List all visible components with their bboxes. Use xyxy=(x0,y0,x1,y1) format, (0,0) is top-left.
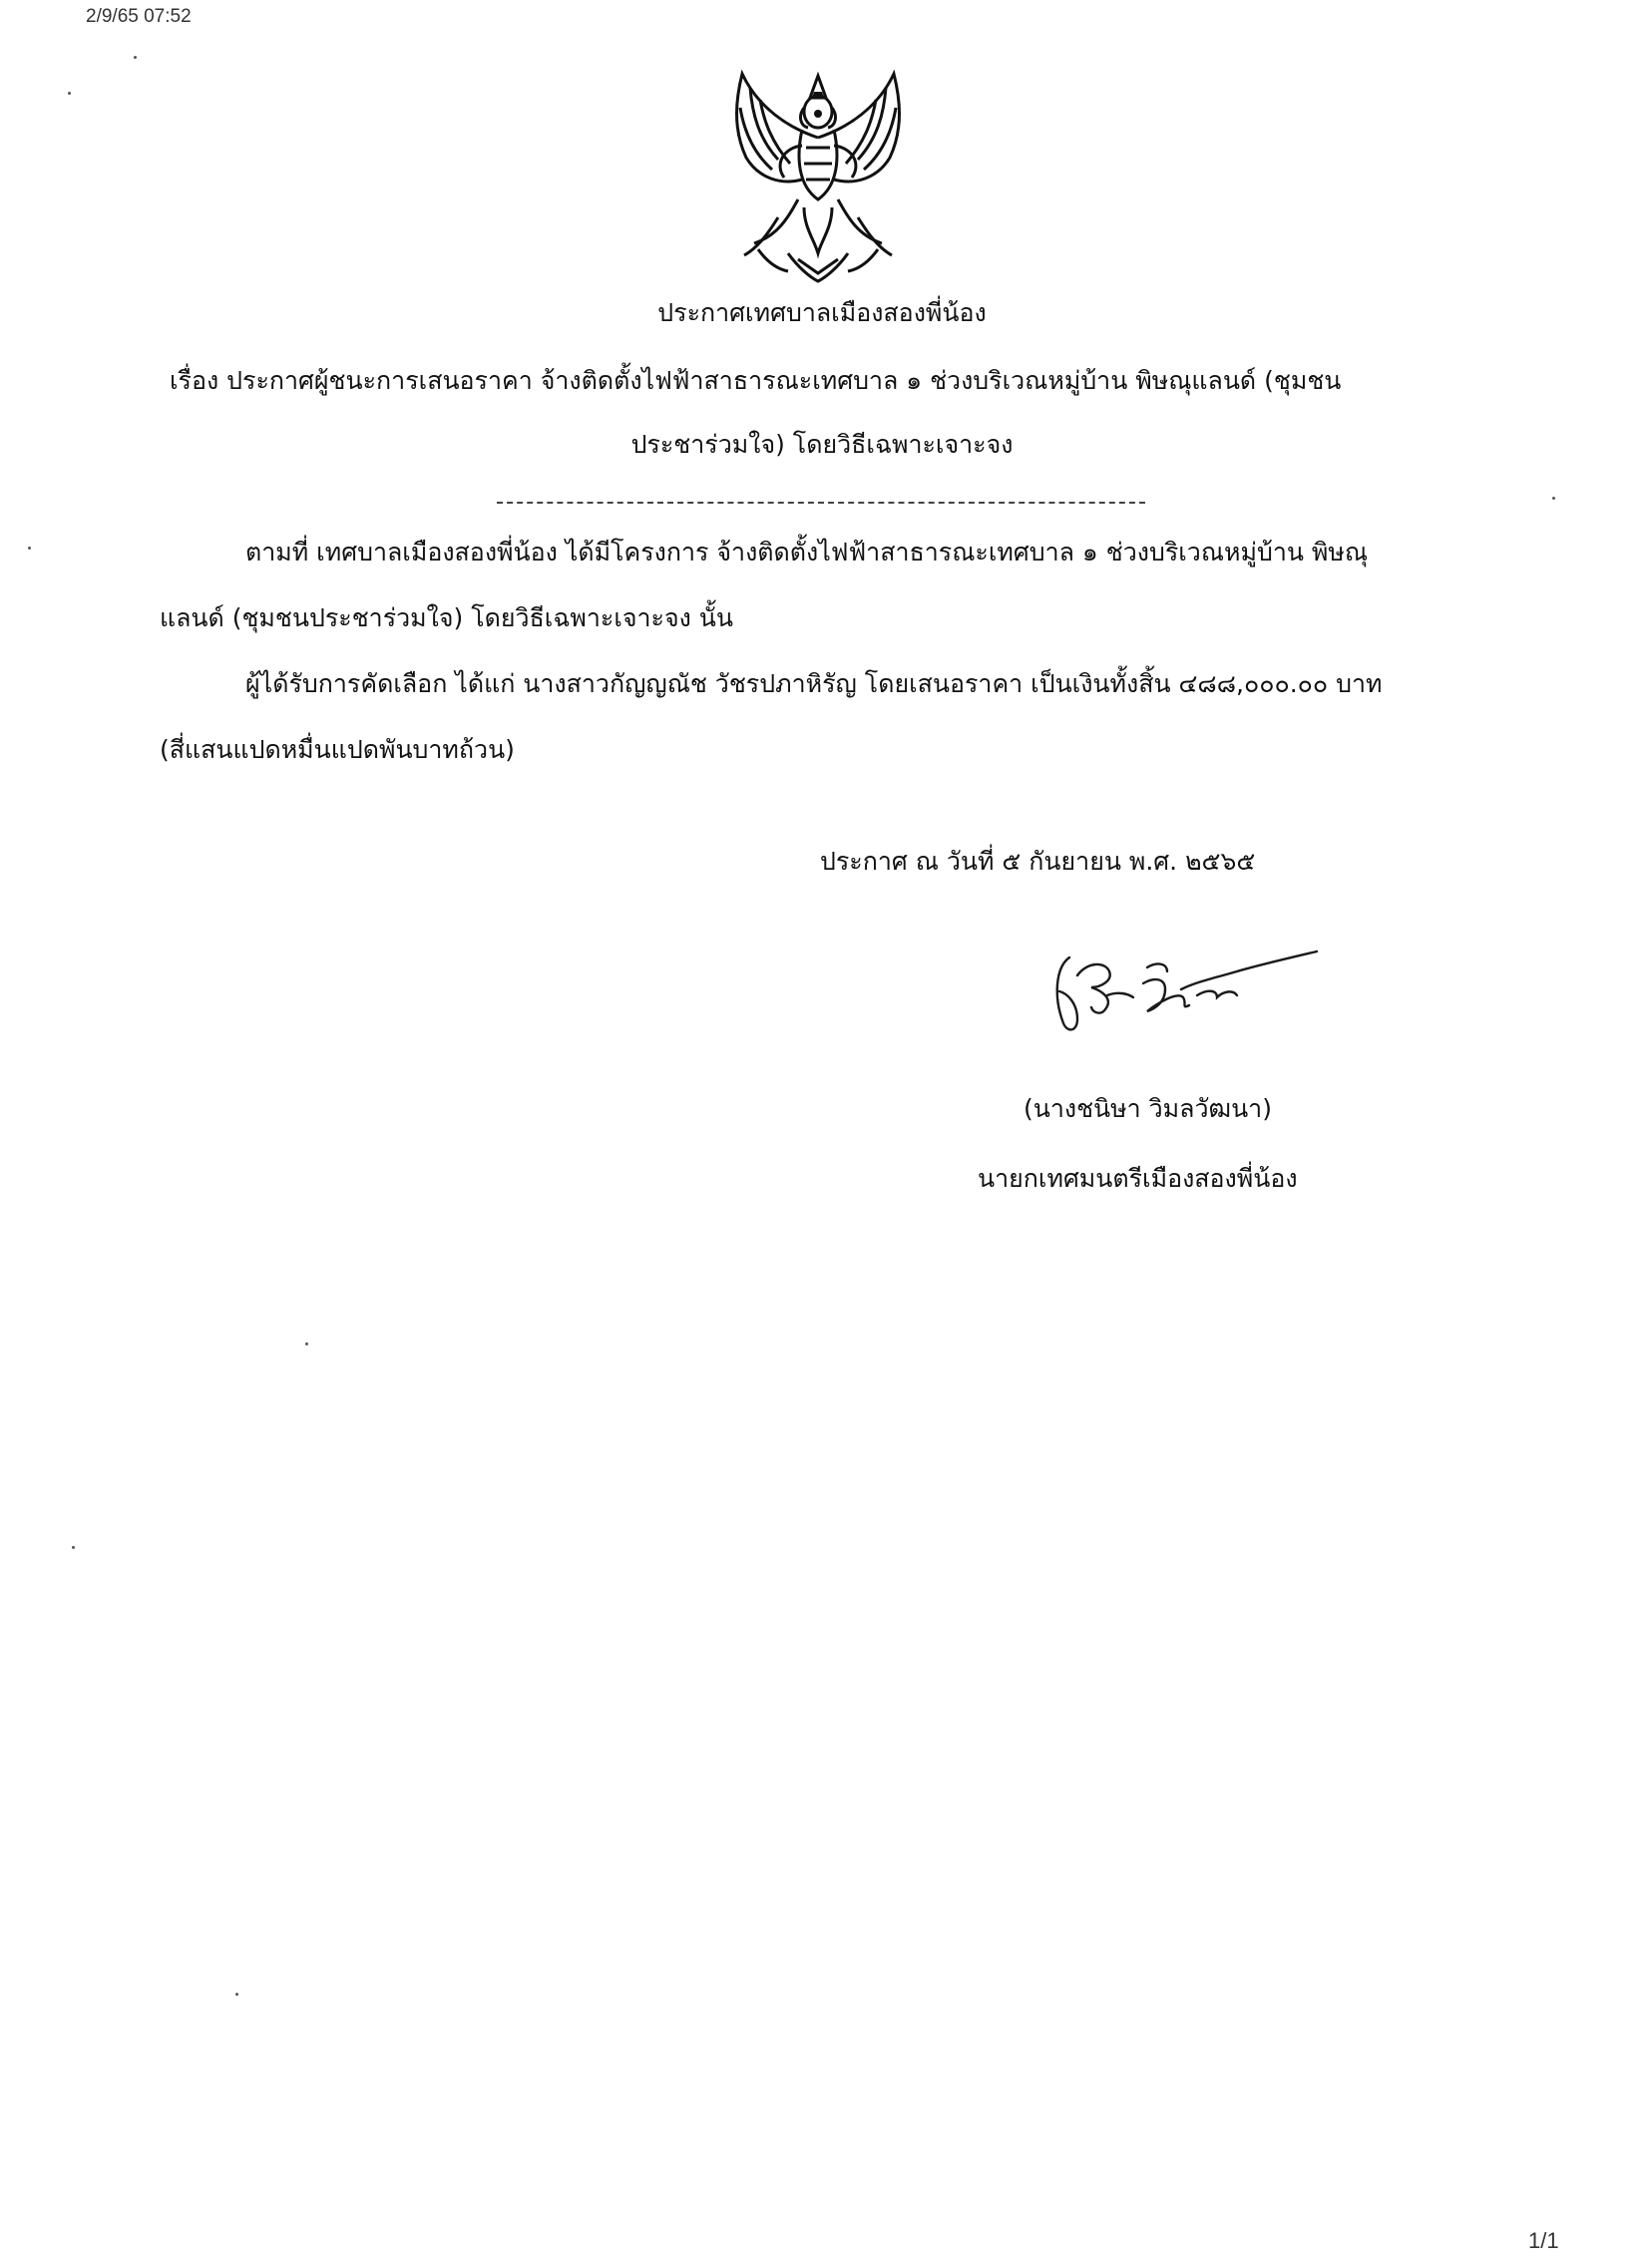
divider xyxy=(497,502,1145,504)
scan-speck xyxy=(305,1342,308,1345)
garuda-emblem-icon xyxy=(718,68,918,285)
scan-speck xyxy=(28,547,31,550)
scan-speck xyxy=(72,1546,75,1549)
signer-name: (นางชนิษา วิมลวัฒนา) xyxy=(1024,1094,1272,1123)
scan-speck xyxy=(134,56,137,59)
paragraph-2-line-2: (สี่แสนแปดหมื่นแปดพันบาทถ้วน) xyxy=(160,735,515,764)
subject-line-2: ประชาร่วมใจ) โดยวิธีเฉพาะเจาะจง xyxy=(630,430,1014,459)
announce-date: ประกาศ ณ วันที่ ๕ กันยายน พ.ศ. ๒๕๖๕ xyxy=(820,847,1256,876)
print-timestamp: 2/9/65 07:52 xyxy=(86,6,192,27)
subject-line-1: เรื่อง ประกาศผู้ชนะการเสนอราคา จ้างติดตั้งไฟฟ้าสาธารณะเทศบาล ๑ ช่วงบริเวณหมู่บ้าน พิษณุแลนด์ (ชุมชน xyxy=(170,366,1342,395)
paragraph-2-line-1: ผู้ได้รับการคัดเลือก ได้แก่ นางสาวกัญญณัช วัชรปภาหิรัญ โดยเสนอราคา เป็นเงินทั้งสิ้น ๔๘๘,๐๐๐.๐๐ บาท xyxy=(245,669,1383,698)
announcement-title: ประกาศเทศบาลเมืองสองพี่น้อง xyxy=(657,298,987,327)
handwritten-signature xyxy=(1047,938,1337,1047)
signer-title: นายกเทศมนตรีเมืองสองพี่น้อง xyxy=(978,1164,1298,1193)
paragraph-1-line-2: แลนด์ (ชุมชนประชาร่วมใจ) โดยวิธีเฉพาะเจาะจง นั้น xyxy=(160,603,733,632)
paragraph-1-line-1: ตามที่ เทศบาลเมืองสองพี่น้อง ได้มีโครงการ จ้างติดตั้งไฟฟ้าสาธารณะเทศบาล ๑ ช่วงบริเวณหมู่บ้าน พิษณุ xyxy=(245,538,1369,567)
scan-speck xyxy=(68,92,71,95)
scan-speck xyxy=(1552,497,1555,500)
page-number: 1/1 xyxy=(1528,2228,1559,2253)
scan-speck xyxy=(235,1993,238,1996)
